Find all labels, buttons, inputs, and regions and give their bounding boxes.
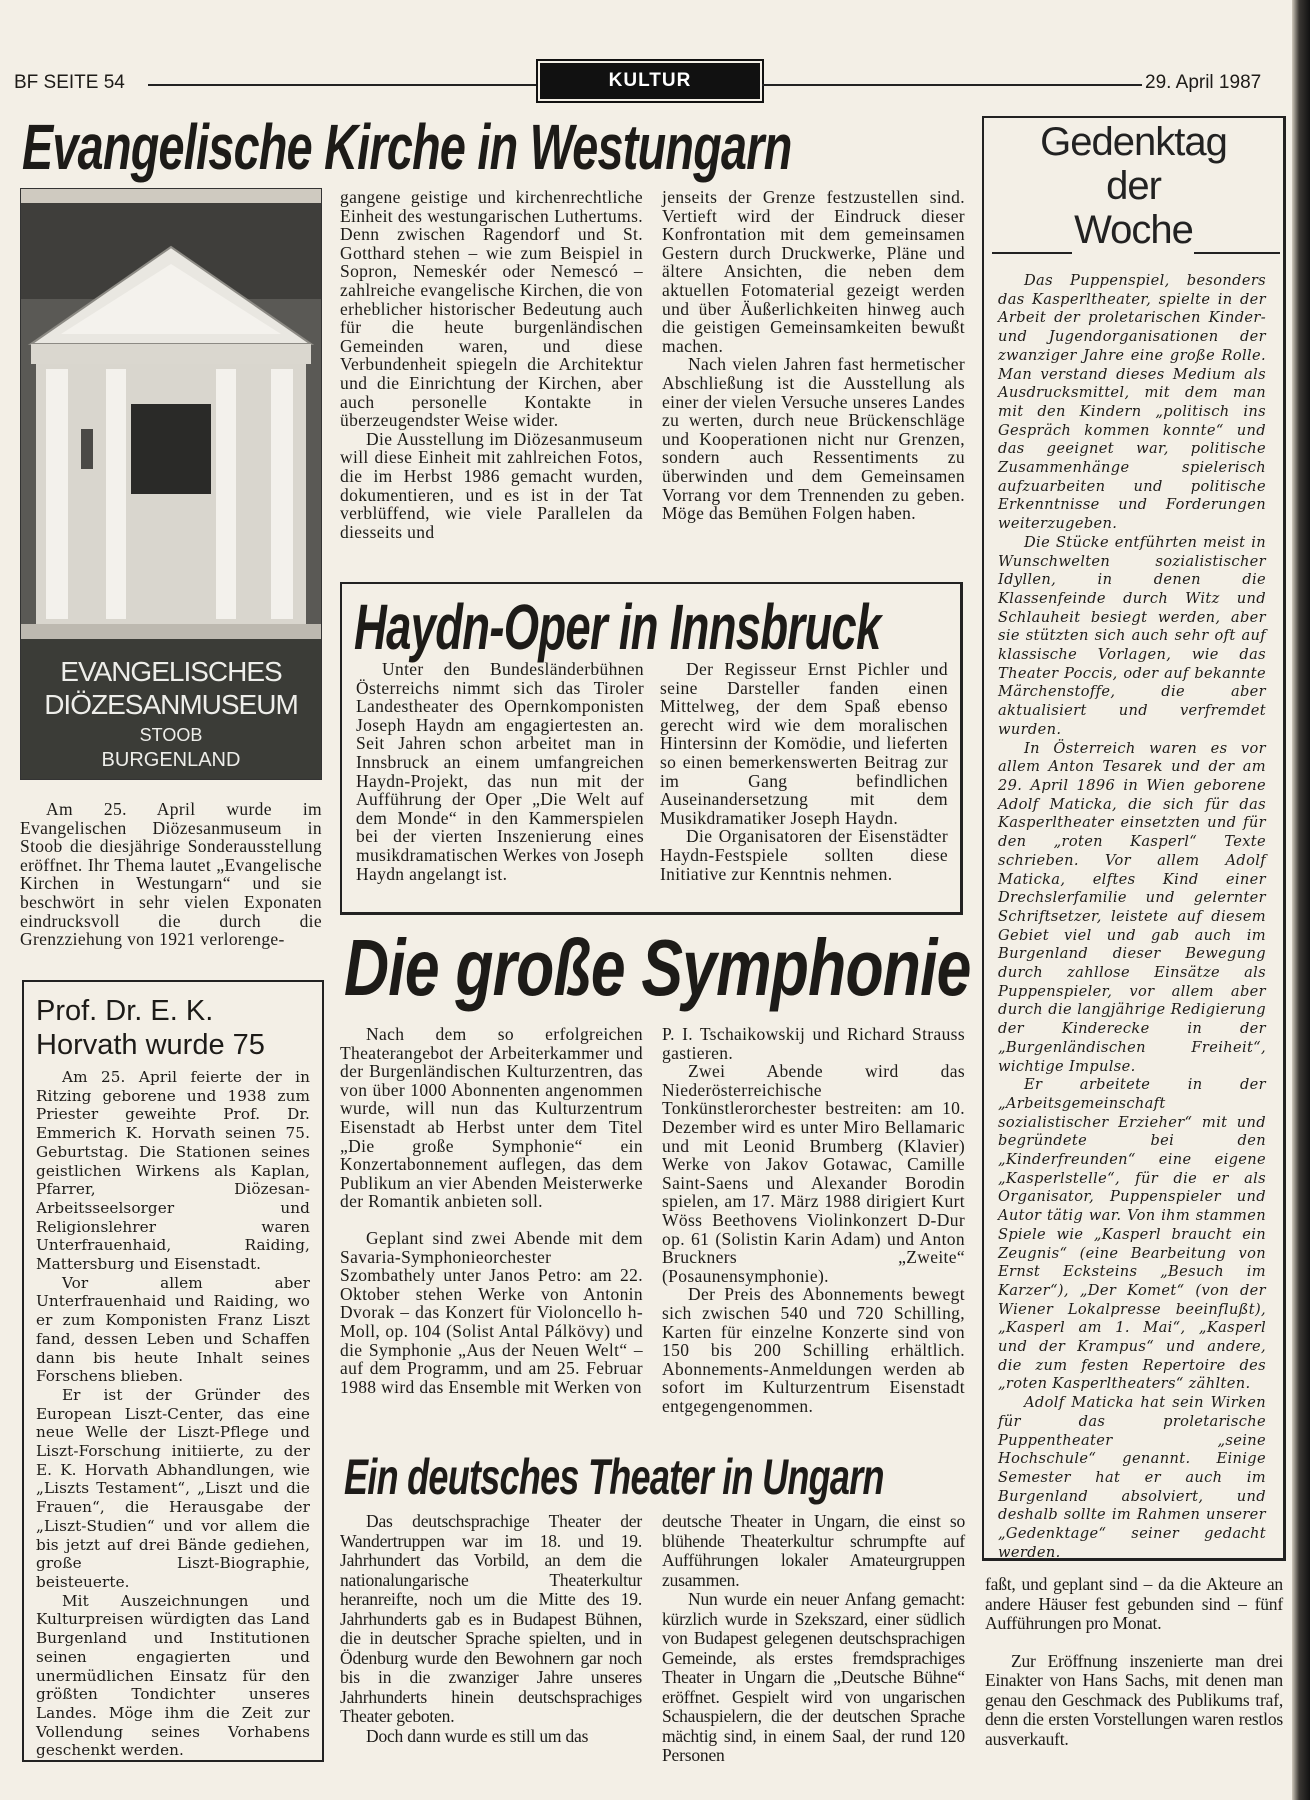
paragraph: Mit Auszeichnungen und Kulturpreisen würdigten das Land Burgenland und Institutionen seinen engagierten und unermüdlichen Einsatz für den größten Tondichter unseres Landes. Möge ihm die Zeit zur Vollendung seines Vorhabens geschenkt werden. [36, 1591, 310, 1760]
article-theater-col1 [340, 1512, 642, 1746]
page-number: BF SEITE 54 [14, 72, 125, 93]
paragraph: faßt, und geplant sind – da die Akteure an andere Häuser fest gebunden sind – fünf Aufführungen pro Monat. [985, 1574, 1283, 1633]
gedenktag-body [998, 272, 1266, 1563]
paragraph: Doch dann wurde es still um das [366, 1725, 589, 1746]
paragraph: gangene geistige und kirchenrechtliche Einheit des westungarischen Luthertums. Denn zwischen Ragendorf und St. Gotthard stehen – wie zum Beispiel in Sopron, Nemeskér oder Nemescó – zahlreiche evangelische Kirchen, die von erheblicher historischer Bedeutung auch für die heute burgenländischen Gemeinden waren, und diese Verbundenheit spiegeln die Architektur und die Einrichtung der Kirchen, aber auch personelle Kontakte in überzeugendster Weise wider. [340, 187, 643, 431]
article-haydn-box [340, 582, 963, 915]
article-horvath-box [22, 980, 324, 1762]
issue-date: 29. April 1987 [1145, 72, 1262, 93]
paragraph: Nach dem so erfolgreichen Theaterangebot der Arbeiterkammer und der Burgenländischen Kulturzentren, das von über 1000 Abonnenten angenommen wurde, will nun das Kulturzentrum Eisenstadt ab Herbst unter dem Titel „Die große Symphonie“ ein Konzertabonnement auflegen, das dem Publikum an vier Abenden Meisterwerke der Romantik anbieten soll. [340, 1024, 643, 1212]
article-symphonie-title: Die große Symphonie [344, 923, 971, 1012]
article-symphonie-col2 [662, 1025, 965, 1415]
paragraph: Vor allem aber Unterfrauenhaid und Raiding, wo er zum Komponisten Franz Liszt fand, dessen Leben und Schaffen dann bis heute Inhalt seines Forschens blieben. [36, 1273, 310, 1386]
paragraph: Zur Eröffnung inszenierte man drei Einakter von Hans Sachs, mit denen man genau den Geschmack des Publikums traf, denn die ersten Vorstellungen waren restlos ausverkauft. [985, 1650, 1283, 1749]
article-kirche-col2 [340, 188, 643, 541]
article-theater-col2 [662, 1512, 965, 1766]
heading-rule-left [992, 252, 1072, 254]
paragraph: Der Preis des Abonnements bewegt sich zwischen 540 und 720 Schilling, Karten für einzelne Konzerte sind von 150 bis 200 Schilling erhältlich. Abonnements-Anmeldungen werden ab sofort im Kulturzentrum Eisenstadt entgegengenommen. [662, 1284, 965, 1416]
header-rule-left [148, 84, 538, 86]
paragraph: Adolf Maticka hat sein Wirken für das proletarische Puppentheater „seine Hochschule“ genannt. Einige Semester hat er auch im Burgenland absolviert, und deshalb sollte im Rahmen unserer „Gedenktage“ seiner gedacht werden. [998, 1394, 1266, 1561]
article-haydn-col2 [660, 660, 948, 883]
paragraph: Am 25. April wurde im Evangelischen Diözesanmuseum in Stoob die diesjährige Sonderausstellung eröffnet. Ihr Thema lautet „Evangelische Kirchen in Westungarn“ und sie beschwört in sehr vielen Exponaten eindrucksvoll die durch die Grenzziehung von 1921 verlorenge- [20, 799, 322, 950]
header-rule-right [762, 84, 1142, 86]
gedenktag-box [982, 116, 1286, 1561]
article-kirche-title: Evangelische Kirche in Westungarn [22, 111, 792, 183]
article-horvath-title: Prof. Dr. E. K. Horvath wurde 75 [36, 995, 265, 1061]
gedenktag-heading-line3: Woche [1074, 208, 1193, 252]
photo-sign-line1: EVANGELISCHES [60, 656, 282, 687]
article-haydn-col1 [356, 660, 644, 883]
paragraph: P. I. Tschaikowskij und Richard Strauss gastieren. [662, 1024, 965, 1063]
gedenktag-heading-line2: der [1106, 164, 1161, 208]
paragraph: jenseits der Grenze festzustellen sind. Vertieft wird der Eindruck dieser Konfrontation mit dem gemeinsamen Gestern durch Druckwerke, Pläne und ältere Ansichten, die neben dem aktuellen Fotomaterial gezeigt werden und über Äußerlichkeiten hinweg auch die geistigen Gemeinsamkeiten bewußt machen. [662, 187, 965, 356]
article-kirche-col1 [20, 800, 322, 949]
gedenktag-heading [984, 118, 1283, 256]
article-horvath-body [36, 1068, 310, 1760]
article-haydn-title: Haydn-Oper in Innsbruck [354, 591, 881, 663]
paragraph: deutsche Theater in Ungarn, die einst so blühende Theaterkultur schrumpfte auf Aufführungen lokaler Amateurgruppen zusammen. [662, 1511, 965, 1590]
paragraph: Unter den Bundesländerbühnen Österreichs nimmt sich das Tiroler Landestheater des Opernkomponisten Joseph Haydn am engagiertesten an. Seit Jahren schon arbeitet man in Innsbruck an einem umfangreichen Haydn-Projekt, das nun mit der Aufführung der Oper „Die Welt auf dem Monde“ in den Kammerspielen bei der vierten Inszenierung eines musikdramatischen Werkes von Joseph Haydn angelangt ist. [356, 659, 644, 884]
paragraph: Der Regisseur Ernst Pichler und seine Darsteller fanden einen Mittelweg, der dem Spaß ebenso gerecht wird wie dem moralischen Hintersinn der Komödie, und lieferten so einen bemerkenswerten Beitrag zur im Gang befindlichen Auseinandersetzung mit dem Musikdramatiker Joseph Haydn. [660, 659, 948, 828]
gedenktag-heading-line1: Gedenktag [1040, 120, 1227, 164]
paragraph: Zwei Abende wird das Niederösterreichische Tonkünstlerorchester bestreiten: am 10. Dezember wird es unter Miro Bellamaric und mit Leonid Brumberg (Klavier) Werke von Jakov Gotawac, Camille Saint-Saens und Alexander Borodin spielen, am 17. März 1988 dirigiert Kurt Wöss Beethovens Violinkonzert D-Dur op. 61 (Solistin Karin Adam) und Anton Bruckners „Zweite“ (Posaunensymphonie). [662, 1061, 965, 1286]
museum-photo [20, 188, 322, 780]
article-kirche-title-wrap [22, 110, 1076, 184]
article-theater-col3 [985, 1575, 1283, 1749]
article-kirche-col3 [662, 188, 965, 523]
paragraph: Die Ausstellung im Diözesanmuseum will diese Einheit mit zahlreichen Fotos, die im Herbst 1986 gemacht wurden, dokumentieren, und es ist in der Tat verblüffend, wie viele Parallelen da diesseits und [340, 428, 643, 542]
paragraph: Die Stücke entführten meist in Wunschwelten sozialistischer Idyllen, in denen die Klassenfeinde durch Witz und Schlauheit besiegt werden, aber sie stützten sich auch sehr oft auf klassische Vorlagen, wie das Theater Poccis, oder auf bekannte Märchenstoffe, die aber aktualisiert und verfremdet wurden. [998, 533, 1266, 738]
paragraph: Geplant sind zwei Abende mit dem Savaria-Symphonieorchester Szombathely unter Janos Petro: am 22. Oktober stehen Werke von Antonin Dvorak – das Konzert für Violoncello h-Moll, op. 104 (Solist Antal Pálkövy) und die Symphonie „Aus der Neuen Welt“ – auf dem Programm, und am 25. Februar 1988 wird das Ensemble mit Werken von [340, 1227, 643, 1397]
paragraph: Am 25. April feierte der in Ritzing geborene und 1938 zum Priester geweihte Prof. Dr. Emmerich K. Horvath seinen 75. Geburtstag. Die Stationen seines geistlichen Wirkens als Kaplan, Pfarrer, Diözesan-Arbeitsseelsorger und Religionslehrer waren Unterfrauenhaid, Raiding, Mattersburg und Eisenstadt. [36, 1068, 310, 1274]
paragraph: Nach vielen Jahren fast hermetischer Abschließung ist die Ausstellung als einer der vielen Versuche unseres Landes zu werten, durch neue Brückenschläge und Kooperationen nicht nur Grenzen, sondern auch Ressentiments zu überwinden und dem Gemeinsamen Vorrang vor dem Trennenden zu geben. Möge das Bemühen Folgen haben. [662, 354, 965, 524]
page-edge [1292, 0, 1310, 1800]
article-symphonie-col1 [340, 1025, 643, 1396]
paragraph: Das Puppenspiel, besonders das Kasperltheater, spielte in der Arbeit der proletarischen Kinder- und Jugendorganisationen der zwanziger Jahre eine große Rolle. Man verstand dieses Medium als Ausdrucksmittel, mit dem man mit den Kindern „politisch ins Gespräch kommen konnte“ und das geeignet war, politische Zusammenhänge spielerisch aufzuarbeiten und politische Erkenntnisse und Forderungen weiterzugeben. [998, 272, 1266, 533]
paragraph: Er ist der Gründer des European Liszt-Center, das eine neue Welle der Liszt-Pflege und Liszt-Forschung initiierte, zu der E. K. Horvath Abhandlungen, wie „Liszts Testament“, „Liszt und die Frauen“, die Herausgabe der „Liszt-Studien“ und vor allem die bis jetzt auf drei Bände gediehen, große Liszt-Biographie, beisteuerte. [36, 1385, 310, 1591]
section-label: KULTUR [540, 63, 760, 99]
heading-rule-right [1194, 252, 1280, 254]
paragraph: Nun wurde ein neuer Anfang gemacht: kürzlich wurde in Szekszard, einer südlich von Budapest gelegenen deutschsprachigen Gemeinde, als erstes fremdsprachiges Theater in Ungarn die „Deutsche Bühne“ eröffnet. Gespielt wird von ungarischen Schauspielern, die der deutschen Sprache mächtig sind, in einem Saal, der rund 120 Personen [662, 1589, 965, 1765]
photo-sign-line4: BURGENLAND [101, 749, 241, 771]
paragraph: Er arbeitete in der „Arbeitsgemeinschaft sozialistischer Erzieher“ mit und begründete bei den „Kinderfreunden“ eine eigene „Kasperlstelle“, für die er als Organisator, Puppenspieler und Autor tätig war. Von ihm stammen Spiele wie „Kasperl braucht ein Zeugnis“ (eine Bearbeitung von Ernst Ecksteins „Besuch im Karzer“), „Der Komet“ (von der Wiener Lokalpresse beeinflußt), „Kasperl am 1. Mai“, „Kasperl und der Krampus“ und andere, die zum festen Repertoire des „roten Kasperltheaters“ zählten. [998, 1076, 1266, 1393]
photo-sign-line3: STOOB [139, 725, 203, 745]
paragraph: Das deutschsprachige Theater der Wandertruppen war im 18. und 19. Jahrhundert das Vorbild, an dem die nationalungarische Theaterkultur heranreifte, noch um die Mitte des 19. Jahrhunderts gab es in Budapest Bühnen, die in deutscher Sprache spielten, und in Ödenburg wurde den Bewohnern gar noch bis in die zwanziger Jahre unseres Jahrhunderts hinein deutschsprachiges Theater geboten. [340, 1511, 642, 1726]
article-theater-title: Ein deutsches Theater in Ungarn [344, 1449, 884, 1505]
paragraph: In Österreich waren es vor allem Anton Tesarek und der am 29. April 1896 in Wien geborene Adolf Maticka, die sich für das Kasperltheater einsetzten und für den „roten Kasperl“ Texte schrieben. Vor allem Adolf Maticka, elftes Kind einer Drechslerfamilie und gelernter Schriftsetzer, leistete auf diesem Gebiet viel und gab auch im Burgenland dieser Bewegung durch zahllose Einsätze als Puppenspieler, vor allem aber durch die langjährige Redigierung der Kinderecke in der „Burgenländischen Freiheit“, wichtige Impulse. [998, 739, 1266, 1075]
paragraph: Die Organisatoren der Eisenstädter Haydn-Festspiele sollten diese Initiative zur Kenntnis nehmen. [660, 826, 948, 884]
photo-sign-line2: DIÖZESANMUSEUM [44, 689, 298, 720]
